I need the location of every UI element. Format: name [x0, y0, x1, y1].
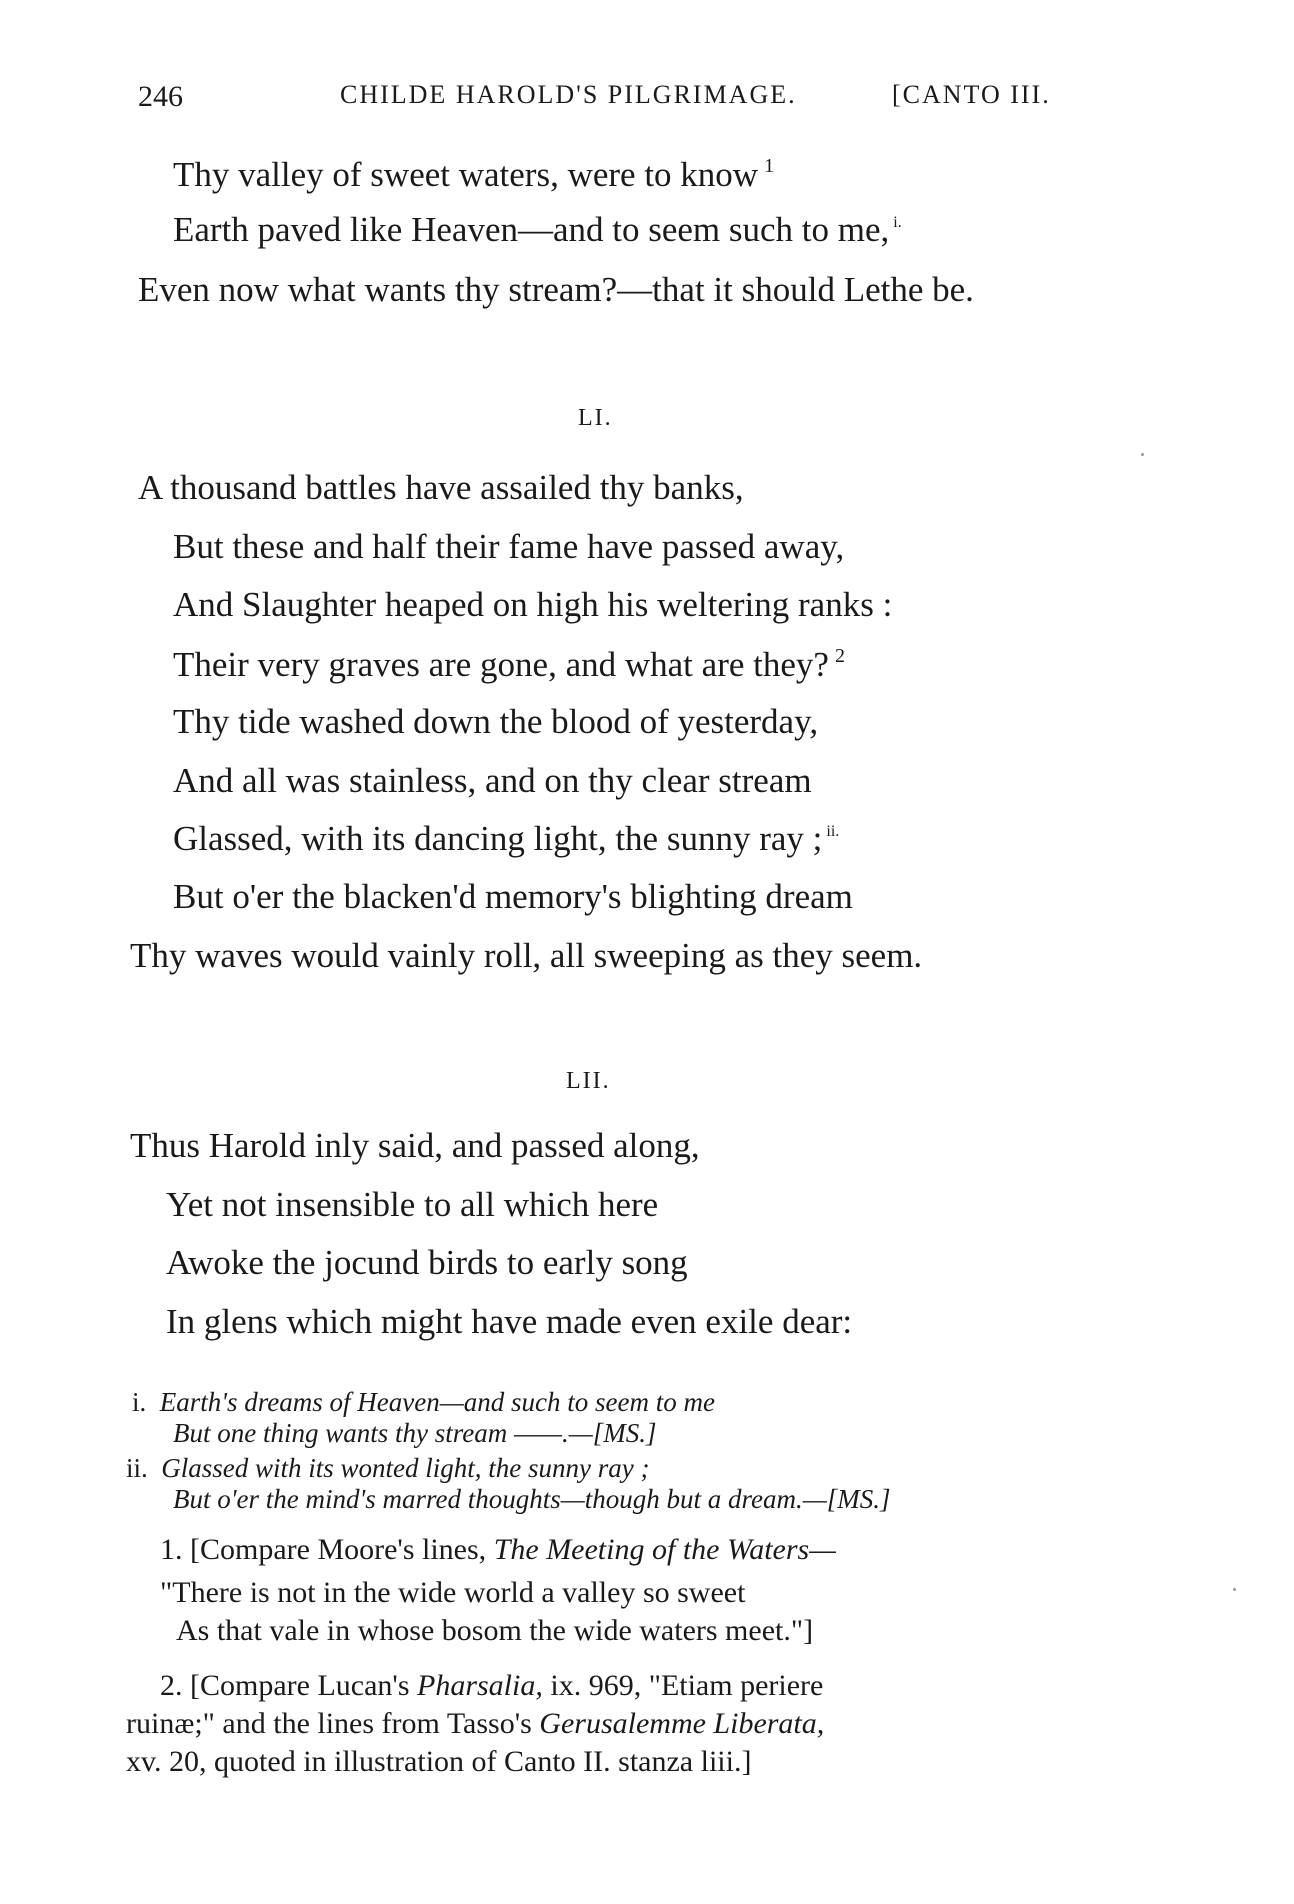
verse-line: Thy tide washed down the blood of yesterday, — [173, 702, 819, 741]
footnote-line: ruinæ;" and the lines from Tasso's Gerusalemme Liberata, — [126, 1707, 825, 1740]
verse-line: Glassed, with its dancing light, the sunny ray ; $^{ii.}$ — [173, 819, 840, 858]
footnote: 2. [Compare Lucan's Pharsalia, ix. 969, "Etiam periere — [160, 1669, 824, 1702]
verse-line: But these and half their fame have passed away, — [173, 527, 845, 566]
verse-line: A thousand battles have assailed thy banks, — [138, 468, 744, 507]
stanza-number: LI. — [578, 405, 613, 431]
variant-note: i. Earth's dreams of Heaven—and such to seem to me — [132, 1387, 715, 1417]
verse-line: Yet not insensible to all which here — [166, 1185, 659, 1224]
canto-label: [CANTO III. — [892, 80, 1051, 109]
stanza-number: LII. — [566, 1068, 611, 1094]
variant-label: i. — [132, 1387, 147, 1417]
work-title: Pharsalia, — [417, 1669, 543, 1702]
footnote-marker: 2 — [834, 645, 845, 667]
scan-speck — [1141, 453, 1144, 456]
verse-line: Thus Harold inly said, and passed along, — [130, 1126, 700, 1165]
footnote-marker: 1 — [764, 155, 775, 177]
variant-note-line: But o'er the mind's marred thoughts—though but a dream.—[MS.] — [173, 1484, 891, 1514]
verse-line: But o'er the blacken'd memory's blighting dream — [173, 877, 853, 916]
verse-line: And Slaughter heaped on high his weltering ranks : — [173, 585, 893, 624]
page-number: 246 — [138, 80, 183, 113]
variant-marker: ii. — [826, 823, 840, 840]
verse-line: Thy waves would vainly roll, all sweeping as they seem. — [130, 936, 923, 975]
scan-speck — [1233, 1588, 1236, 1591]
variant-marker: i. — [893, 214, 902, 231]
verse-line: In glens which might have made even exile dear: — [166, 1302, 853, 1341]
work-title: Gerusalemme Liberata, — [539, 1707, 825, 1740]
variant-label: ii. — [126, 1453, 148, 1483]
verse-line: Earth paved like Heaven—and to seem such to me, $^{i.}$ — [173, 210, 902, 249]
footnote-line: xv. 20, quoted in illustration of Canto II. stanza liii.] — [126, 1745, 752, 1778]
variant-note-line: But one thing wants thy stream ——.—[MS.] — [173, 1418, 657, 1448]
variant-note: ii. Glassed with its wonted light, the sunny ray ; — [126, 1453, 650, 1483]
footnote-quote: "There is not in the wide world a valley so sweet — [160, 1576, 746, 1609]
running-title: CHILDE HAROLD'S PILGRIMAGE. — [340, 80, 797, 109]
verse-line: Thy valley of sweet waters, were to know $^1$ — [173, 155, 775, 194]
verse-line: And all was stainless, and on thy clear stream — [173, 761, 812, 800]
work-title: The Meeting of the Waters— — [493, 1533, 836, 1566]
verse-line: Awoke the jocund birds to early song — [166, 1243, 688, 1282]
footnote-quote: As that vale in whose bosom the wide waters meet."] — [176, 1614, 814, 1647]
verse-line: Even now what wants thy stream?—that it should Lethe be. — [138, 270, 974, 309]
verse-line: Their very graves are gone, and what are they? $^2$ — [173, 645, 845, 684]
footnote: 1. [Compare Moore's lines, The Meeting of the Waters— — [160, 1533, 836, 1566]
